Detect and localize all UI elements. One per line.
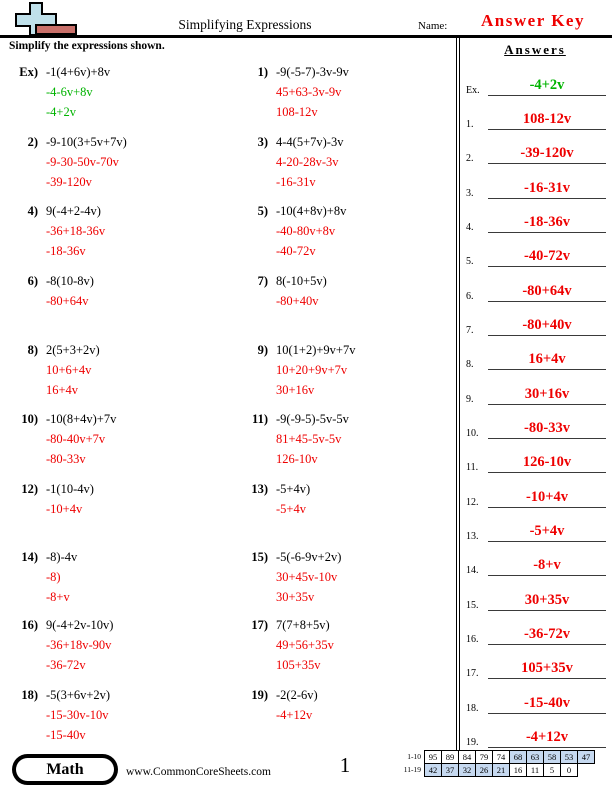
problem-number: 10) xyxy=(21,412,38,426)
problem-number: Ex) xyxy=(19,65,38,79)
problem-11 xyxy=(234,409,452,469)
work-line: -80-33v xyxy=(46,452,86,466)
problem-expression: -9(-9-5)-5v-5v xyxy=(276,412,349,426)
problem-number: 8) xyxy=(27,343,38,357)
answer-number: 16. xyxy=(466,634,479,645)
answer-value: -10+4v xyxy=(488,488,606,508)
work-line: 10+20+9v+7v xyxy=(276,363,348,377)
work-line: -4+2v xyxy=(46,105,76,119)
work-line: -80+64v xyxy=(46,294,89,308)
work-line: -40-80v+8v xyxy=(276,224,336,238)
problem-8 xyxy=(4,340,232,400)
score-cell: 95 xyxy=(424,750,442,764)
problem-number: 13) xyxy=(251,482,268,496)
answer-value: -39-120v xyxy=(488,144,606,164)
score-cell: 11 xyxy=(526,763,544,777)
work-line: -39-120v xyxy=(46,175,92,189)
problem-number: 12) xyxy=(21,482,38,496)
problem-number: 3) xyxy=(257,135,268,149)
answer-row-18 xyxy=(466,682,606,714)
answer-row-19 xyxy=(466,716,606,748)
problem-number: 19) xyxy=(251,688,268,702)
problem-13 xyxy=(234,479,452,519)
score-cell: 16 xyxy=(509,763,527,777)
work-line: 45+63-3v-9v xyxy=(276,85,342,99)
problem-number: 4) xyxy=(27,204,38,218)
answer-row-9 xyxy=(466,373,606,405)
work-line: -5+4v xyxy=(276,502,306,516)
problem-expression: -8(10-8v) xyxy=(46,274,94,288)
answer-number: 3. xyxy=(466,188,474,199)
answers-divider xyxy=(456,38,460,750)
website-url: www.CommonCoreSheets.com xyxy=(126,766,271,778)
problem-expression: -2(2-6v) xyxy=(276,688,318,702)
answer-row-12 xyxy=(466,476,606,508)
answer-row-14 xyxy=(466,544,606,576)
answer-value: -16-31v xyxy=(488,179,606,199)
answer-row-8 xyxy=(466,338,606,370)
answer-number: 1. xyxy=(466,119,474,130)
problem-3 xyxy=(234,132,452,192)
work-line: -4-6v+8v xyxy=(46,85,93,99)
problem-15 xyxy=(234,547,452,607)
answer-row-3 xyxy=(466,167,606,199)
problem-expression: -5+4v) xyxy=(276,482,311,496)
answer-row-1 xyxy=(466,98,606,130)
work-line: 16+4v xyxy=(46,383,79,397)
problem-ex xyxy=(4,62,232,122)
answer-row-17 xyxy=(466,647,606,679)
answer-number: 7. xyxy=(466,325,474,336)
answer-number: Ex. xyxy=(466,85,480,96)
answer-value: 30+35v xyxy=(488,591,606,611)
problem-expression: -1(4+6v)+8v xyxy=(46,65,111,79)
work-line: -8+v xyxy=(46,590,70,604)
problem-number: 9) xyxy=(257,343,268,357)
answer-number: 8. xyxy=(466,359,474,370)
score-cell: 68 xyxy=(509,750,527,764)
answer-number: 6. xyxy=(466,291,474,302)
work-line: 81+45-5v-5v xyxy=(276,432,342,446)
problem-expression: 9(-4+2v-10v) xyxy=(46,618,114,632)
answer-number: 5. xyxy=(466,256,474,267)
work-line: 30+16v xyxy=(276,383,315,397)
work-line: -10+4v xyxy=(46,502,83,516)
score-cell: 84 xyxy=(458,750,476,764)
problem-number: 17) xyxy=(251,618,268,632)
answer-row-ex xyxy=(466,64,606,96)
answer-number: 19. xyxy=(466,737,479,748)
work-line: 126-10v xyxy=(276,452,318,466)
answer-value: -15-40v xyxy=(488,694,606,714)
problem-number: 11) xyxy=(252,412,268,426)
work-line: 105+35v xyxy=(276,658,321,672)
header-rule xyxy=(0,35,612,38)
name-label: Name: xyxy=(418,20,448,32)
answer-row-4 xyxy=(466,201,606,233)
work-line: -36+18v-90v xyxy=(46,638,112,652)
score-row-label: 11-19 xyxy=(403,765,421,774)
work-line: -80-40v+7v xyxy=(46,432,106,446)
answer-number: 4. xyxy=(466,222,474,233)
answers-heading: Answers xyxy=(504,42,566,57)
score-cell: 47 xyxy=(577,750,595,764)
answer-value: -80+64v xyxy=(488,282,606,302)
problem-expression: -5(-6-9v+2v) xyxy=(276,550,342,564)
answer-number: 14. xyxy=(466,565,479,576)
score-cell: 37 xyxy=(441,763,459,777)
problem-number: 7) xyxy=(257,274,268,288)
answer-value: -40-72v xyxy=(488,247,606,267)
math-logo xyxy=(12,754,118,785)
work-line: 108-12v xyxy=(276,105,318,119)
problem-16 xyxy=(4,615,232,675)
score-cell: 58 xyxy=(543,750,561,764)
problem-number: 5) xyxy=(257,204,268,218)
problem-expression: 10(1+2)+9v+7v xyxy=(276,343,356,357)
problem-number: 15) xyxy=(251,550,268,564)
score-cell: 79 xyxy=(475,750,493,764)
problem-expression: 8(-10+5v) xyxy=(276,274,327,288)
problem-4 xyxy=(4,201,232,261)
problem-number: 14) xyxy=(21,550,38,564)
problem-number: 2) xyxy=(27,135,38,149)
answer-row-7 xyxy=(466,304,606,336)
answer-value: -36-72v xyxy=(488,625,606,645)
problem-expression: 2(5+3+2v) xyxy=(46,343,100,357)
problem-19 xyxy=(234,685,452,725)
answer-number: 9. xyxy=(466,394,474,405)
answer-row-10 xyxy=(466,407,606,439)
answer-number: 10. xyxy=(466,428,479,439)
problem-number: 16) xyxy=(21,618,38,632)
instruction-text: Simplify the expressions shown. xyxy=(9,40,165,52)
work-line: -8) xyxy=(46,570,61,584)
answer-number: 18. xyxy=(466,703,479,714)
work-line: -36+18-36v xyxy=(46,224,106,238)
problem-expression: -9(-5-7)-3v-9v xyxy=(276,65,349,79)
answer-row-15 xyxy=(466,579,606,611)
work-line: -15-30v-10v xyxy=(46,708,109,722)
work-line: 30+35v xyxy=(276,590,315,604)
problem-7 xyxy=(234,271,452,311)
answer-number: 15. xyxy=(466,600,479,611)
problem-expression: 9(-4+2-4v) xyxy=(46,204,101,218)
work-line: -16-31v xyxy=(276,175,316,189)
score-row-label: 1-10 xyxy=(407,752,421,761)
problem-10 xyxy=(4,409,232,469)
answer-row-2 xyxy=(466,132,606,164)
problem-number: 6) xyxy=(27,274,38,288)
work-line: -4+12v xyxy=(276,708,313,722)
answer-key-label: Answer Key xyxy=(481,11,585,30)
answer-value: 126-10v xyxy=(488,453,606,473)
problem-expression: -10(8+4v)+7v xyxy=(46,412,117,426)
score-cell: 32 xyxy=(458,763,476,777)
problem-5 xyxy=(234,201,452,261)
work-line: 10+6+4v xyxy=(46,363,92,377)
score-cell: 53 xyxy=(560,750,578,764)
work-line: 4-20-28v-3v xyxy=(276,155,339,169)
answer-value: 16+4v xyxy=(488,350,606,370)
score-row-1-10 xyxy=(399,750,595,764)
problem-9 xyxy=(234,340,452,400)
score-cell: 89 xyxy=(441,750,459,764)
work-line: -18-36v xyxy=(46,244,86,258)
answer-row-5 xyxy=(466,235,606,267)
problem-expression: 7(7+8+5v) xyxy=(276,618,330,632)
page-number: 1 xyxy=(339,753,351,777)
problem-17 xyxy=(234,615,452,675)
problem-14 xyxy=(4,547,232,607)
work-line: -40-72v xyxy=(276,244,316,258)
problem-6 xyxy=(4,271,232,311)
answer-number: 12. xyxy=(466,497,479,508)
work-line: -36-72v xyxy=(46,658,86,672)
score-cell: 0 xyxy=(560,763,578,777)
score-table xyxy=(399,750,595,777)
answer-value: 30+16v xyxy=(488,385,606,405)
answer-row-16 xyxy=(466,613,606,645)
score-cell: 63 xyxy=(526,750,544,764)
answer-value: -80+40v xyxy=(488,316,606,336)
score-cell: 74 xyxy=(492,750,510,764)
score-cell: 21 xyxy=(492,763,510,777)
answer-value: -80-33v xyxy=(488,419,606,439)
problem-18 xyxy=(4,685,232,745)
math-logo-label: Math xyxy=(16,758,114,781)
problem-expression: -9-10(3+5v+7v) xyxy=(46,135,127,149)
answer-number: 17. xyxy=(466,668,479,679)
problem-expression: -1(10-4v) xyxy=(46,482,94,496)
problem-2 xyxy=(4,132,232,192)
work-line: -15-40v xyxy=(46,728,86,742)
score-row-11-19 xyxy=(399,763,595,777)
answer-value: -4+2v xyxy=(488,76,606,96)
answer-value: 108-12v xyxy=(488,110,606,130)
problem-expression: -10(4+8v)+8v xyxy=(276,204,347,218)
problem-number: 18) xyxy=(21,688,38,702)
answer-value: -5+4v xyxy=(488,522,606,542)
problem-number: 1) xyxy=(257,65,268,79)
work-line: 49+56+35v xyxy=(276,638,334,652)
answer-number: 11. xyxy=(466,462,479,473)
answer-number: 13. xyxy=(466,531,479,542)
answer-value: 105+35v xyxy=(488,659,606,679)
problem-expression: 4-4(5+7v)-3v xyxy=(276,135,344,149)
problem-expression: -5(3+6v+2v) xyxy=(46,688,111,702)
answer-value: -18-36v xyxy=(488,213,606,233)
answer-row-6 xyxy=(466,270,606,302)
page-title: Simplifying Expressions xyxy=(178,17,312,32)
answer-value: -8+v xyxy=(488,556,606,576)
score-cell: 5 xyxy=(543,763,561,777)
answer-row-13 xyxy=(466,510,606,542)
score-cell: 42 xyxy=(424,763,442,777)
answer-number: 2. xyxy=(466,153,474,164)
answer-row-11 xyxy=(466,441,606,473)
problem-12 xyxy=(4,479,232,519)
problem-expression: -8)-4v xyxy=(46,550,78,564)
work-line: -9-30-50v-70v xyxy=(46,155,119,169)
problem-1 xyxy=(234,62,452,122)
score-cell: 26 xyxy=(475,763,493,777)
work-line: 30+45v-10v xyxy=(276,570,338,584)
work-line: -80+40v xyxy=(276,294,319,308)
answer-value: -4+12v xyxy=(488,728,606,748)
